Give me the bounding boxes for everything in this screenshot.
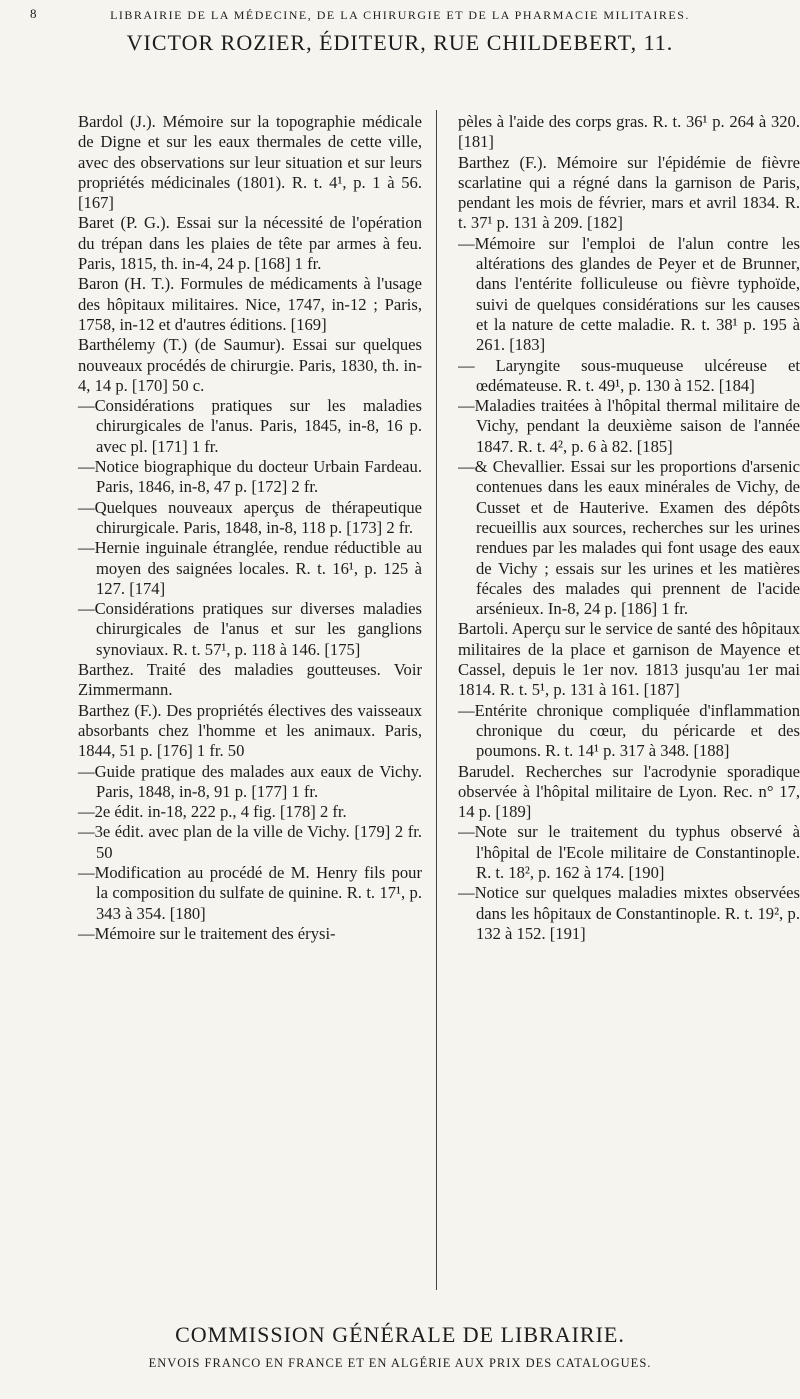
catalog-entry: — Laryngite sous-muqueuse ulcéreuse et œdémateuse. R. t. 49¹, p. 130 à 152. [184] xyxy=(458,355,800,395)
catalog-entry: —2e édit. in-18, 222 p., 4 fig. [178] 2 fr. xyxy=(78,802,347,822)
publisher-line: VICTOR ROZIER, ÉDITEUR, RUE CHILDEBERT, 11. xyxy=(126,30,674,55)
catalog-entry: —Mémoire sur le traitement des érysi- xyxy=(78,923,336,943)
catalog-entry: —Maladies traitées à l'hôpital thermal militaire de Vichy, pendant la deuxième saison de l'année 1847. R. t. 4², p. 6 à 82. [185] xyxy=(458,396,800,456)
catalog-entry: —Guide pratique des malades aux eaux de Vichy. Paris, 1848, in-8, 91 p. [177] 1 fr. xyxy=(78,761,422,801)
catalog-entry: —Hernie inguinale étranglée, rendue réductible au moyen des saignées locales. R. t. 16¹, p. 125 à 127. [174] xyxy=(78,538,422,598)
footer-subtitle: ENVOIS FRANCO EN FRANCE ET EN ALGÉRIE AUX PRIX DES CATALOGUES. xyxy=(148,1356,652,1370)
catalog-entry: Barthélemy (T.) (de Saumur). Essai sur quelques nouveaux procédés de chirurgie. Paris, 1830, th. in-4, 14 p. [170] 50 c. xyxy=(78,335,422,395)
catalog-entry: —Entérite chronique compliquée d'inflammation chronique du cœur, du péricarde et des poumons. R. t. 14¹ p. 317 à 348. [188] xyxy=(458,700,800,761)
left-column xyxy=(78,112,422,944)
catalog-entry: pèles à l'aide des corps gras. R. t. 36¹ p. 264 à 320. [181] xyxy=(458,112,800,152)
catalog-entry: Bartoli. Aperçu sur le service de santé des hôpitaux militaires de la place et garnison de Mayence et Cassel, depuis le 1er nov. 1813 jusqu'au 1er mai 1814. R. t. 5¹, p. 131 à 161. [187] xyxy=(458,619,800,700)
catalog-entry: Barthez (F.). Mémoire sur l'épidémie de fièvre scarlatine qui a régné dans la garnison de Paris, pendant les mois de février, mars et avril 1834. R. t. 37¹ p. 131 à 209. [182] xyxy=(458,152,800,233)
column-divider xyxy=(436,110,437,1290)
catalog-entry: Baret (P. G.). Essai sur la nécessité de l'opération du trépan dans les plaies de tête par armes à feu. Paris, 1815, th. in-4, 24 p. [168] 1 fr. xyxy=(78,213,422,274)
catalog-entry: —Notice biographique du docteur Urbain Fardeau. Paris, 1846, in-8, 47 p. [172] 2 fr. xyxy=(78,457,422,497)
catalog-entry: —Quelques nouveaux aperçus de thérapeutique chirurgicale. Paris, 1848, in-8, 118 p. [173] 2 fr. xyxy=(78,497,422,537)
page-number: 8 xyxy=(30,6,37,21)
catalog-entry: —& Chevallier. Essai sur les proportions d'arsenic contenues dans les eaux minérales de Vichy, de Cusset et de Hauterive. Examen des dépôts recueillis aux sources, recherches sur les urines rendues par les malades qui font usage des eaux de Vichy ; essais sur les urines et les matières fécales des malades qui prennent de l'acide arsénieux. In-8, 24 p. [186] 1 fr. xyxy=(458,457,800,619)
catalog-entry: —Notice sur quelques maladies mixtes observées dans les hôpitaux de Constantinople. R. t. 19², p. 132 à 152. [191] xyxy=(458,883,800,943)
catalog-entry: —Modification au procédé de M. Henry fils pour la composition du sulfate de quinine. R. t. 17¹, p. 343 à 354. [180] xyxy=(78,862,422,923)
catalog-entry: —Considérations pratiques sur les maladies chirurgicales de l'anus. Paris, 1845, in-8, 16 p. avec pl. [171] 1 fr. xyxy=(78,396,422,456)
running-title: LIBRAIRIE DE LA MÉDECINE, DE LA CHIRURGIE ET DE LA PHARMACIE MILITAIRES. xyxy=(110,8,690,22)
catalog-entry: —Mémoire sur l'emploi de l'alun contre les altérations des glandes de Peyer et de Brunner, dans l'entérite folliculeuse ou fièvre typhoïde, suivi de quelques considérations sur les causes et la nature de cette maladie. R. t. 38¹ p. 195 à 261. [183] xyxy=(458,233,800,355)
catalog-entry: —3e édit. avec plan de la ville de Vichy. [179] 2 fr. 50 xyxy=(78,822,422,862)
catalog-entry: Barudel. Recherches sur l'acrodynie sporadique observée à l'hôpital militaire de Lyon. Rec. n° 17, 14 p. [189] xyxy=(458,761,800,822)
right-column xyxy=(458,112,800,944)
catalog-entry: —Considérations pratiques sur diverses maladies chirurgicales de l'anus et sur les ganglions synoviaux. R. t. 57¹, p. 118 à 146. [175] xyxy=(78,599,422,659)
catalog-entry: Baron (H. T.). Formules de médicaments à l'usage des hôpitaux militaires. Nice, 1747, in-12 ; Paris, 1758, in-12 et d'autres éditions. [169] xyxy=(78,274,422,334)
catalog-entry: Bardol (J.). Mémoire sur la topographie médicale de Digne et sur les eaux thermales de cette ville, avec des observations sur leur situation et sur leurs propriétés médicinales (1801). R. t. 4¹, p. 1 à 56. [167] xyxy=(78,112,422,213)
catalog-entry: Barthez (F.). Des propriétés électives des vaisseaux absorbants chez l'homme et les animaux. Paris, 1844, 51 p. [176] 1 fr. 50 xyxy=(78,700,422,761)
catalog-entry: —Note sur le traitement du typhus observé à l'hôpital de l'Ecole militaire de Constantinople. R. t. 18², p. 162 à 174. [190] xyxy=(458,822,800,882)
footer-title: COMMISSION GÉNÉRALE DE LIBRAIRIE. xyxy=(175,1322,625,1347)
catalog-entry: Barthez. Traité des maladies goutteuses. Voir Zimmermann. xyxy=(78,660,422,700)
